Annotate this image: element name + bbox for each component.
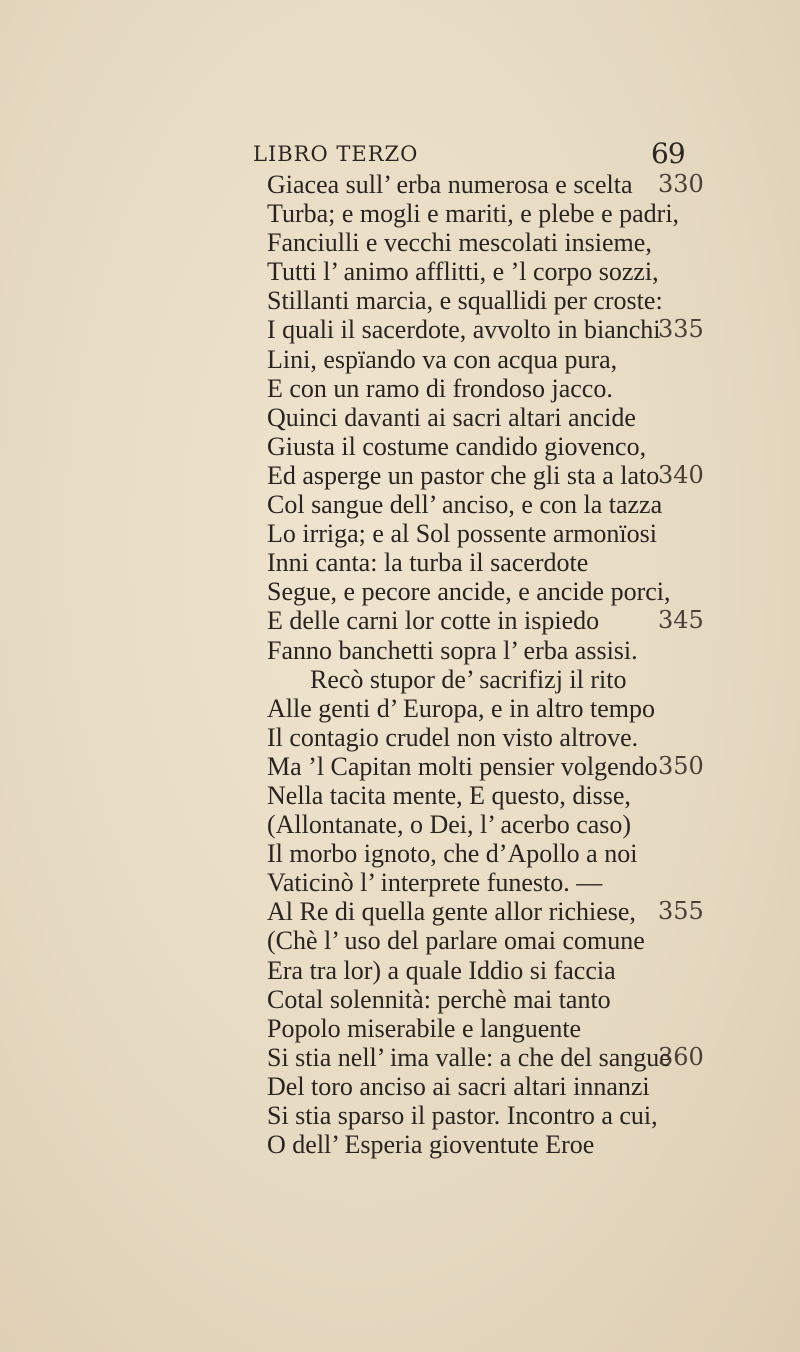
verse-text: Fanciulli e vecchi mescolati insieme, [267, 228, 652, 258]
verse-text: Popolo miserabile e languente [267, 1013, 582, 1043]
verse-text: Col sangue dell’ anciso, e con la tazza [267, 490, 663, 520]
verse-line [267, 432, 727, 461]
verse-text: Tutti l’ animo afflitti, e ’l corpo sozzi, [267, 257, 659, 287]
verse-text: Alle genti d’ Europa, e in altro tempo [267, 693, 655, 723]
verse-text: Lini, espïando va con acqua pura, [267, 344, 618, 374]
verse-text: I quali il sacerdote, avvolto in bianchi [267, 315, 661, 345]
verse-text: Ma ’l Capitan molti pensier volgendo [267, 751, 658, 781]
verse-text: Vaticinò l’ interprete funesto. — [267, 868, 603, 898]
line-number: 350 [658, 751, 704, 780]
page-number: 69 [651, 137, 685, 170]
line-number: 330 [658, 170, 704, 198]
verse-text: Si stia nell’ ima valle: a che del sangue [267, 1042, 671, 1072]
line-number: 335 [658, 315, 704, 344]
verse-line [267, 1130, 727, 1159]
verse-text: E delle carni lor cotte in ispiedo [267, 606, 600, 636]
verse-line [267, 286, 727, 315]
verse-text: Inni canta: la turba il sacerdote [267, 548, 589, 578]
line-number: 355 [658, 897, 704, 926]
poem-text [267, 170, 727, 1159]
verse-line [267, 810, 727, 839]
verse-line [267, 1014, 727, 1043]
verse-text: (Chè l’ uso del parlare omai comune [267, 926, 645, 956]
verse-line [267, 606, 727, 635]
verse-text: Si stia sparso il pastor. Incontro a cui, [267, 1101, 658, 1130]
verse-line [267, 926, 727, 955]
verse-line [267, 636, 727, 665]
verse-text: Giusta il costume candido giovenco, [267, 431, 647, 461]
verse-text: Quinci davanti ai sacri altari ancide [267, 402, 636, 432]
verse-text: Il morbo ignoto, che d’Apollo a noi [267, 839, 638, 869]
verse-line [267, 1101, 727, 1130]
verse-text: Nella tacita mente, E questo, disse, [267, 780, 631, 810]
verse-line [267, 315, 727, 344]
verse-text: Del toro anciso ai sacri altari innanzi [267, 1071, 650, 1101]
verse-line [267, 694, 727, 723]
verse-text: (Allontanate, o Dei, l’ acerbo caso) [267, 810, 632, 840]
verse-line [267, 257, 727, 286]
verse-text: Fanno banchetti sopra l’ erba assisi. [267, 635, 638, 665]
verse-text: O dell’ Esperia gioventute Eroe [267, 1130, 595, 1160]
verse-line [267, 1072, 727, 1101]
line-number: 360 [658, 1042, 704, 1071]
verse-line [267, 548, 727, 577]
verse-line [267, 577, 727, 606]
verse-text: Segue, e pecore ancide, e ancide porci, [267, 577, 671, 607]
verse-line [267, 985, 727, 1014]
verse-line [267, 956, 727, 985]
verse-line [267, 723, 727, 752]
verse-text: Giacea sull’ erba numerosa e scelta [267, 170, 633, 199]
verse-line [267, 345, 727, 374]
running-head: LIBRO TERZO [253, 142, 419, 166]
verse-line [267, 374, 727, 403]
verse-line [267, 868, 727, 897]
verse-line [267, 839, 727, 868]
verse-text: E con un ramo di frondoso jacco. [267, 373, 613, 403]
verse-text: Il contagio crudel non visto altrove. [267, 722, 639, 752]
verse-line [267, 170, 727, 199]
line-number: 345 [658, 606, 704, 635]
verse-text: Lo irriga; e al Sol possente armonïosi [267, 519, 657, 549]
verse-line [267, 665, 727, 694]
verse-line [267, 461, 727, 490]
verse-text: Ed asperge un pastor che gli sta a lato [267, 460, 660, 490]
verse-text: Al Re di quella gente allor richiese, [267, 897, 636, 927]
line-number: 340 [658, 460, 704, 489]
verse-line [267, 781, 727, 810]
verse-line [267, 752, 727, 781]
verse-line [267, 490, 727, 519]
verse-text: Era tra lor) a quale Iddio si faccia [267, 955, 616, 985]
verse-text: Stillanti marcia, e squallidi per croste: [267, 286, 663, 316]
verse-line [267, 403, 727, 432]
verse-line [267, 199, 727, 228]
verse-text: Recò stupor de’ sacrifizj il rito [310, 664, 627, 694]
verse-line [267, 228, 727, 257]
verse-line [267, 1043, 727, 1072]
verse-line [267, 519, 727, 548]
verse-text: Cotal solennità: perchè mai tanto [267, 984, 611, 1014]
verse-text: Turba; e mogli e mariti, e plebe e padri, [267, 199, 680, 229]
verse-line [267, 897, 727, 926]
